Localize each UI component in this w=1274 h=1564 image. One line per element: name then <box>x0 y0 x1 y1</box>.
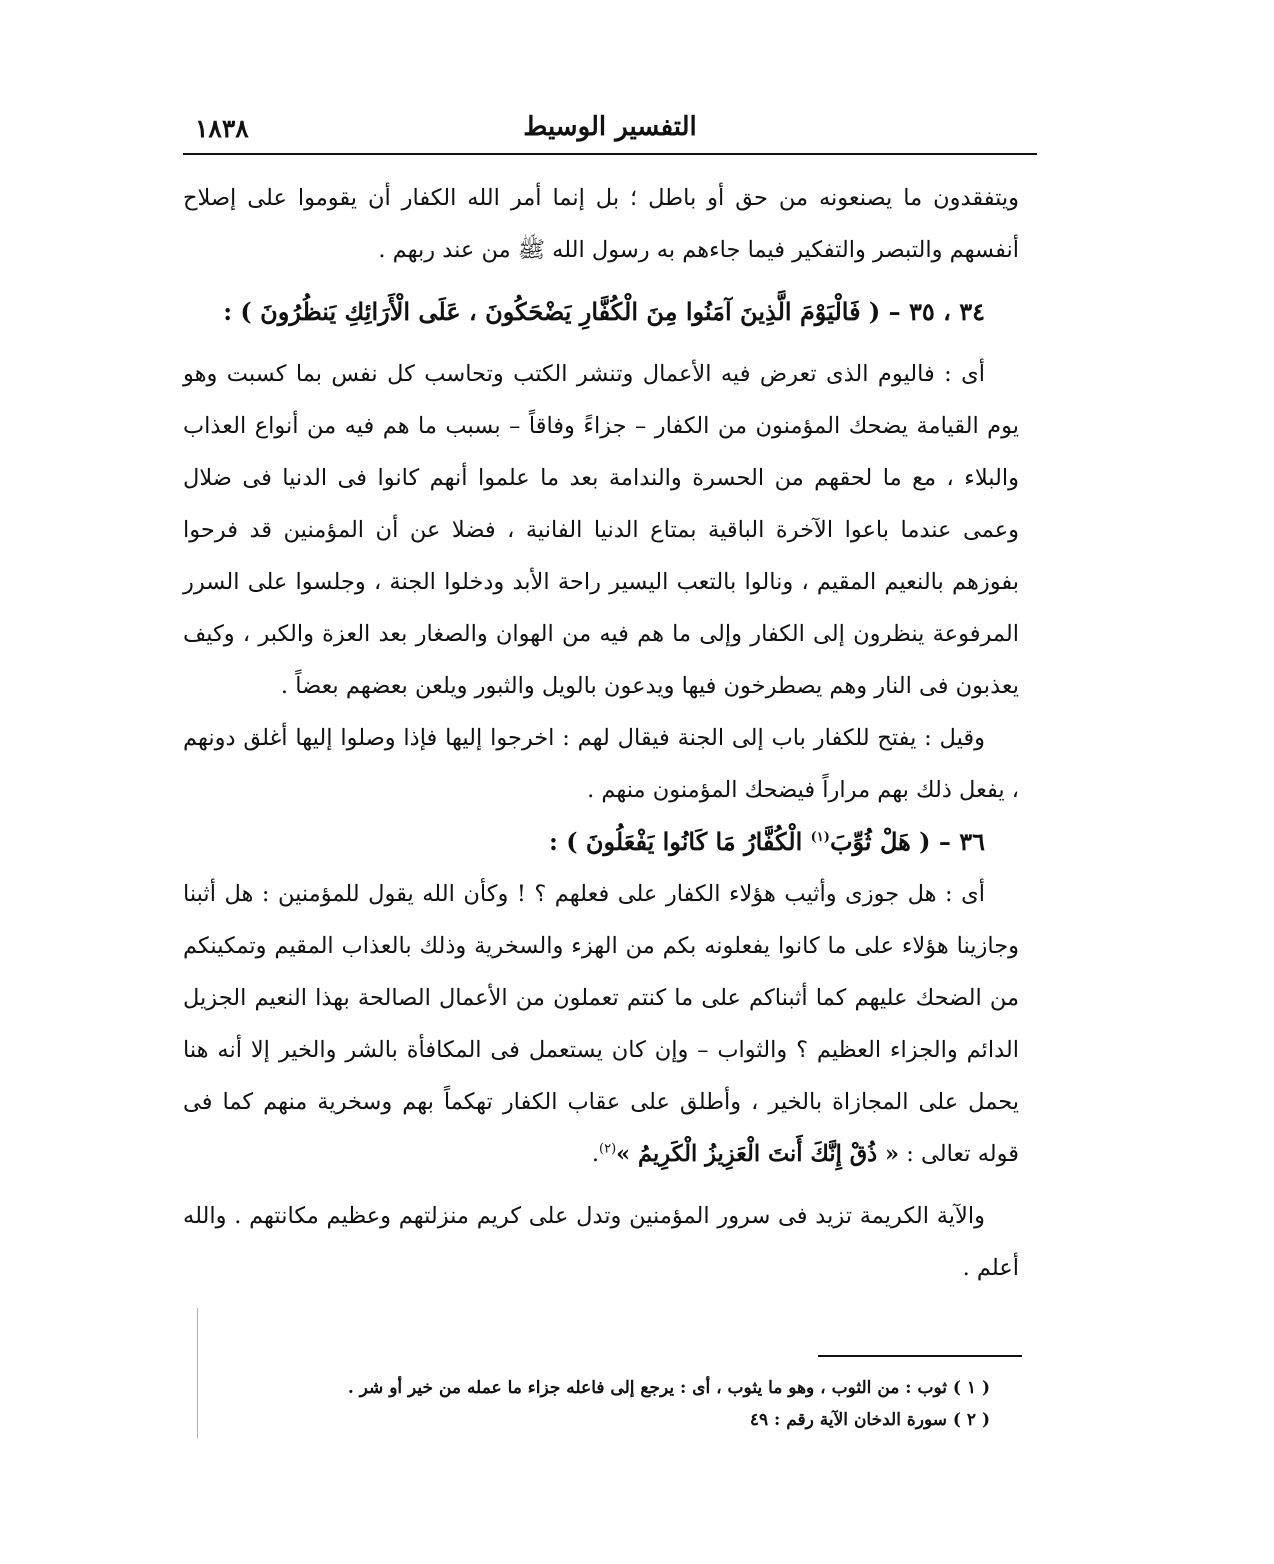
verse-36 <box>183 816 1019 868</box>
footnote-marker-1[interactable]: (١) <box>810 830 830 845</box>
text-line: ويتفقدون ما يصنعونه من حق أو باطل ؛ بل إنما أمر الله الكفار أن يقوموا على إصلاح <box>183 185 1019 211</box>
paragraph-explanation-1 <box>183 348 1019 712</box>
spacer <box>183 276 1019 286</box>
footnotes <box>230 1372 990 1436</box>
footnote-marker-2[interactable]: (٢) <box>599 1141 617 1157</box>
verse-text-end: الْكُفَّارُ مَا كَانُوا يَفْعَلُونَ ) : <box>548 827 811 856</box>
footnote-rule <box>818 1355 1022 1357</box>
quran-quote: « ذُقْ إِنَّكَ أَنتَ الْعَزِيزُ الْكَرِيمُ » <box>616 1141 900 1167</box>
text-line: والآية الكريمة تزيد فى سرور المؤمنين وتدل على كريم منزلتهم وعظيم مكانتهم . <box>234 1203 985 1229</box>
spacer <box>183 338 1019 348</box>
text-line: وهو يوم القيامة يضحك المؤمنون من الكفار – جزاءً وفاقاً – بسبب ما هم فيه من أنواع <box>183 361 1019 439</box>
text-line: وتمكينكم من الضحك عليهم كما أثبناكم على ما كنتم تعملون من الأعمال الصالحة بهذا <box>183 933 1020 1011</box>
text-line: إلا أنه هنا يحمل على المجازاة بالخير ، وأطلق على عقاب الكفار تهكماً بهم وسخرية منهم <box>183 1037 1019 1115</box>
text-line: أى : فاليوم الذى تعرض فيه الأعمال وتنشر الكتب وتحاسب كل نفس بما كسبت <box>226 361 985 387</box>
paragraph-explanation-2 <box>183 712 1019 816</box>
text-line: كما فى قوله تعالى : <box>183 1089 1019 1167</box>
text-line: أى : هل جوزى وأثيب هؤلاء الكفار على فعلهم ؟ ! وكأن الله يقول للمؤمنين : هل <box>224 881 985 907</box>
page-header <box>183 108 1037 150</box>
scan-artifact-line <box>197 1308 198 1438</box>
page-body <box>183 172 1019 1294</box>
footnote-2: ( ٢ ) سورة الدخان الآية رقم : ٤٩ <box>749 1410 990 1430</box>
text-line: وكيف يعذبون فى النار وهم يصطرخون فيها ويدعون بالويل والثبور ويلعن بعضهم بعضاً . <box>183 621 1019 699</box>
text-line: أنفسهم والتبصر والتفكير فيما جاءهم به رسول الله ﷺ من عند ربهم . <box>378 237 1019 263</box>
text-line: السرر المرفوعة ينظرون إلى الكفار وإلى ما هم فيه من الهوان والصغار بعد العزة والكبر ، <box>183 569 1020 647</box>
running-title: التفسير الوسيط <box>523 112 697 142</box>
text-line: أثبنا وجازينا هؤلاء على ما كانوا يفعلونه بكم من الهزء والسخرية وذلك بالعذاب المقيم <box>183 881 1019 959</box>
text-line: دونهم ، يفعل ذلك بهم مراراً فيضحك المؤمنون منهم . <box>183 725 1019 803</box>
spacer <box>183 1180 1019 1190</box>
footnote-1: ( ١ ) ثوب : من الثوب ، وهو ما يثوب ، أى : يرجع إلى فاعله جزاء ما عمله من خير أو شر . <box>347 1378 990 1398</box>
header-rule <box>183 153 1037 155</box>
text-line: فرحوا بفوزهم بالنعيم المقيم ، ونالوا بالتعب اليسير راحة الأبد ودخلوا الجنة ، وجلسوا على <box>183 517 1019 595</box>
text-line: العذاب والبلاء ، مع ما لحقهم من الحسرة والندامة بعد ما علموا أنهم كانوا فى الدنيا فى <box>183 413 1020 491</box>
text-line: وقيل : يفتح للكفار باب إلى الجنة فيقال لهم : اخرجوا إليها فإذا وصلوا إليها أغلق <box>243 725 986 751</box>
verse-34-35: ٣٤ ، ٣٥ – ( فَالْيَوْمَ الَّذِينَ آمَنُوا مِنَ الْكُفَّارِ يَضْحَكُونَ ، عَلَى الْأَرَائِكِ يَنظُرُونَ ) : <box>223 297 985 326</box>
text-line: النعيم الجزيل الدائم والجزاء العظيم ؟ والثواب – وإن كان يستعمل فى المكافأة بالشر والخير <box>183 985 1019 1063</box>
paragraph-intro <box>183 172 1019 276</box>
verse-text-start: ٣٦ – ( هَلْ ثُوِّبَ <box>829 827 985 856</box>
text-line-end: . <box>591 1141 600 1167</box>
page-number: ١٨٣٨ <box>195 114 249 143</box>
text-line: والله أعلم . <box>183 1203 1019 1281</box>
text-line: ضلال وعمى عندما باعوا الآخرة الباقية بمتاع الدنيا الفانية ، فضلا عن أن المؤمنين قد <box>183 465 1020 543</box>
paragraph-conclusion <box>183 1190 1019 1294</box>
paragraph-explanation-3 <box>183 868 1019 1180</box>
